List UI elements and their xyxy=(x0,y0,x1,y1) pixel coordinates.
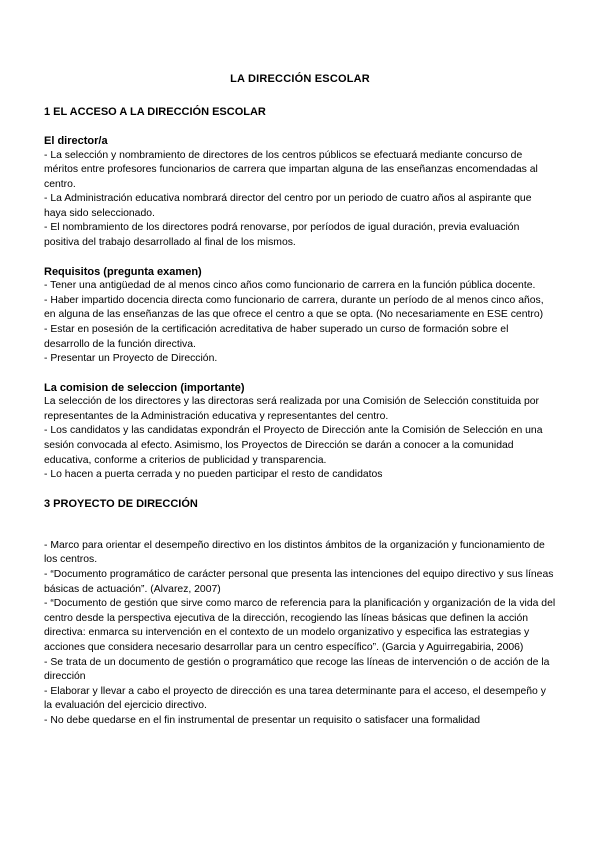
proyecto-section xyxy=(44,539,556,729)
blank-line xyxy=(44,525,556,539)
requisitos-heading: Requisitos (pregunta examen) xyxy=(44,265,202,278)
proyecto-paragraph: - No debe quedarse en el fin instrumental de presentar un requisito o satisfacer una formalidad xyxy=(44,714,481,726)
proyecto-paragraph: - “Documento programático de carácter personal que presenta las intenciones del equipo directivo y sus líneas básicas de actuación”. (Alvarez, 2007) xyxy=(44,568,554,595)
comision-paragraph: - Los candidatos y las candidatas expondrán el Proyecto de Dirección ante la Comisión de Selección en una sesión convocada al efecto. Asimismo, los Proyectos de Dirección se darán a conocer a la comunidad educativa, conforme a criterios de publicidad y transparencia. xyxy=(44,425,543,466)
director-section xyxy=(44,134,556,251)
proyecto-paragraph: - Se trata de un documento de gestión o programático que recoge las líneas de intervención o de acción de la dirección xyxy=(44,656,550,683)
comision-heading: La comision de seleccion (importante) xyxy=(44,381,245,394)
director-paragraph: - La selección y nombramiento de directores de los centros públicos se efectuará mediante concurso de méritos entre profesores funcionarios de carrera que impartan alguna de las enseñanzas encomendadas al centro. xyxy=(44,149,538,190)
proyecto-paragraph: - “Documento de gestión que sirve como marco de referencia para la planificación y organización de la vida del centro desde la perspectiva ejecutiva de la dirección, recogiendo las líneas básicas que definen la acción directiva: enmarca su intervención en el contexto de un modelo organizativo y especifica las estrategias y acciones que considera necesario desarrollar para un centro específico”. (Garcia y Aguirregabiria, 2006) xyxy=(44,598,556,653)
section-3-heading: 3 PROYECTO DE DIRECCIÓN xyxy=(44,497,198,510)
requisitos-paragraph: - Presentar un Proyecto de Dirección. xyxy=(44,353,218,365)
director-heading: El director/a xyxy=(44,135,108,147)
proyecto-paragraph: - Elaborar y llevar a cabo el proyecto de dirección es una tarea determinante para el acceso, el desempeño y la evaluación del ejercicio directivo. xyxy=(44,685,546,712)
director-paragraph: - El nombramiento de los directores podrá renovarse, por períodos de igual duración, previa evaluación positiva del trabajo desarrollado al final de los mismos. xyxy=(44,222,520,249)
section-1-heading: 1 EL ACCESO A LA DIRECCIÓN ESCOLAR xyxy=(44,106,266,118)
comision-paragraph: La selección de los directores y las directoras será realizada por una Comisión de Selección constituida por representantes de la Administración educativa y representantes del centro. xyxy=(44,396,539,422)
comision-section xyxy=(44,381,556,483)
proyecto-paragraph: - Marco para orientar el desempeño directivo en los distintos ámbitos de la organización y funcionamiento de los centros. xyxy=(44,539,545,566)
comision-paragraph: - Lo hacen a puerta cerrada y no pueden participar el resto de candidatos xyxy=(44,469,383,481)
requisitos-paragraph: - Tener una antigüedad de al menos cinco años como funcionario de carrera en la función pública docente. xyxy=(44,280,536,292)
requisitos-paragraph: - Estar en posesión de la certificación acreditativa de haber superado un curso de formación sobre el desarrollo de la función directiva. xyxy=(44,323,509,350)
requisitos-section xyxy=(44,265,556,367)
document-title: LA DIRECCIÓN ESCOLAR xyxy=(230,73,370,85)
director-paragraph: - La Administración educativa nombrará director del centro por un periodo de cuatro años al aspirante que haya sido seleccionado. xyxy=(44,193,532,219)
requisitos-paragraph: - Haber impartido docencia directa como funcionario de carrera, durante un período de al menos cinco años, en alguna de las enseñanzas de las que ofrece el centro a que se opta. (No necesariamente en ESE centro) xyxy=(44,294,544,321)
